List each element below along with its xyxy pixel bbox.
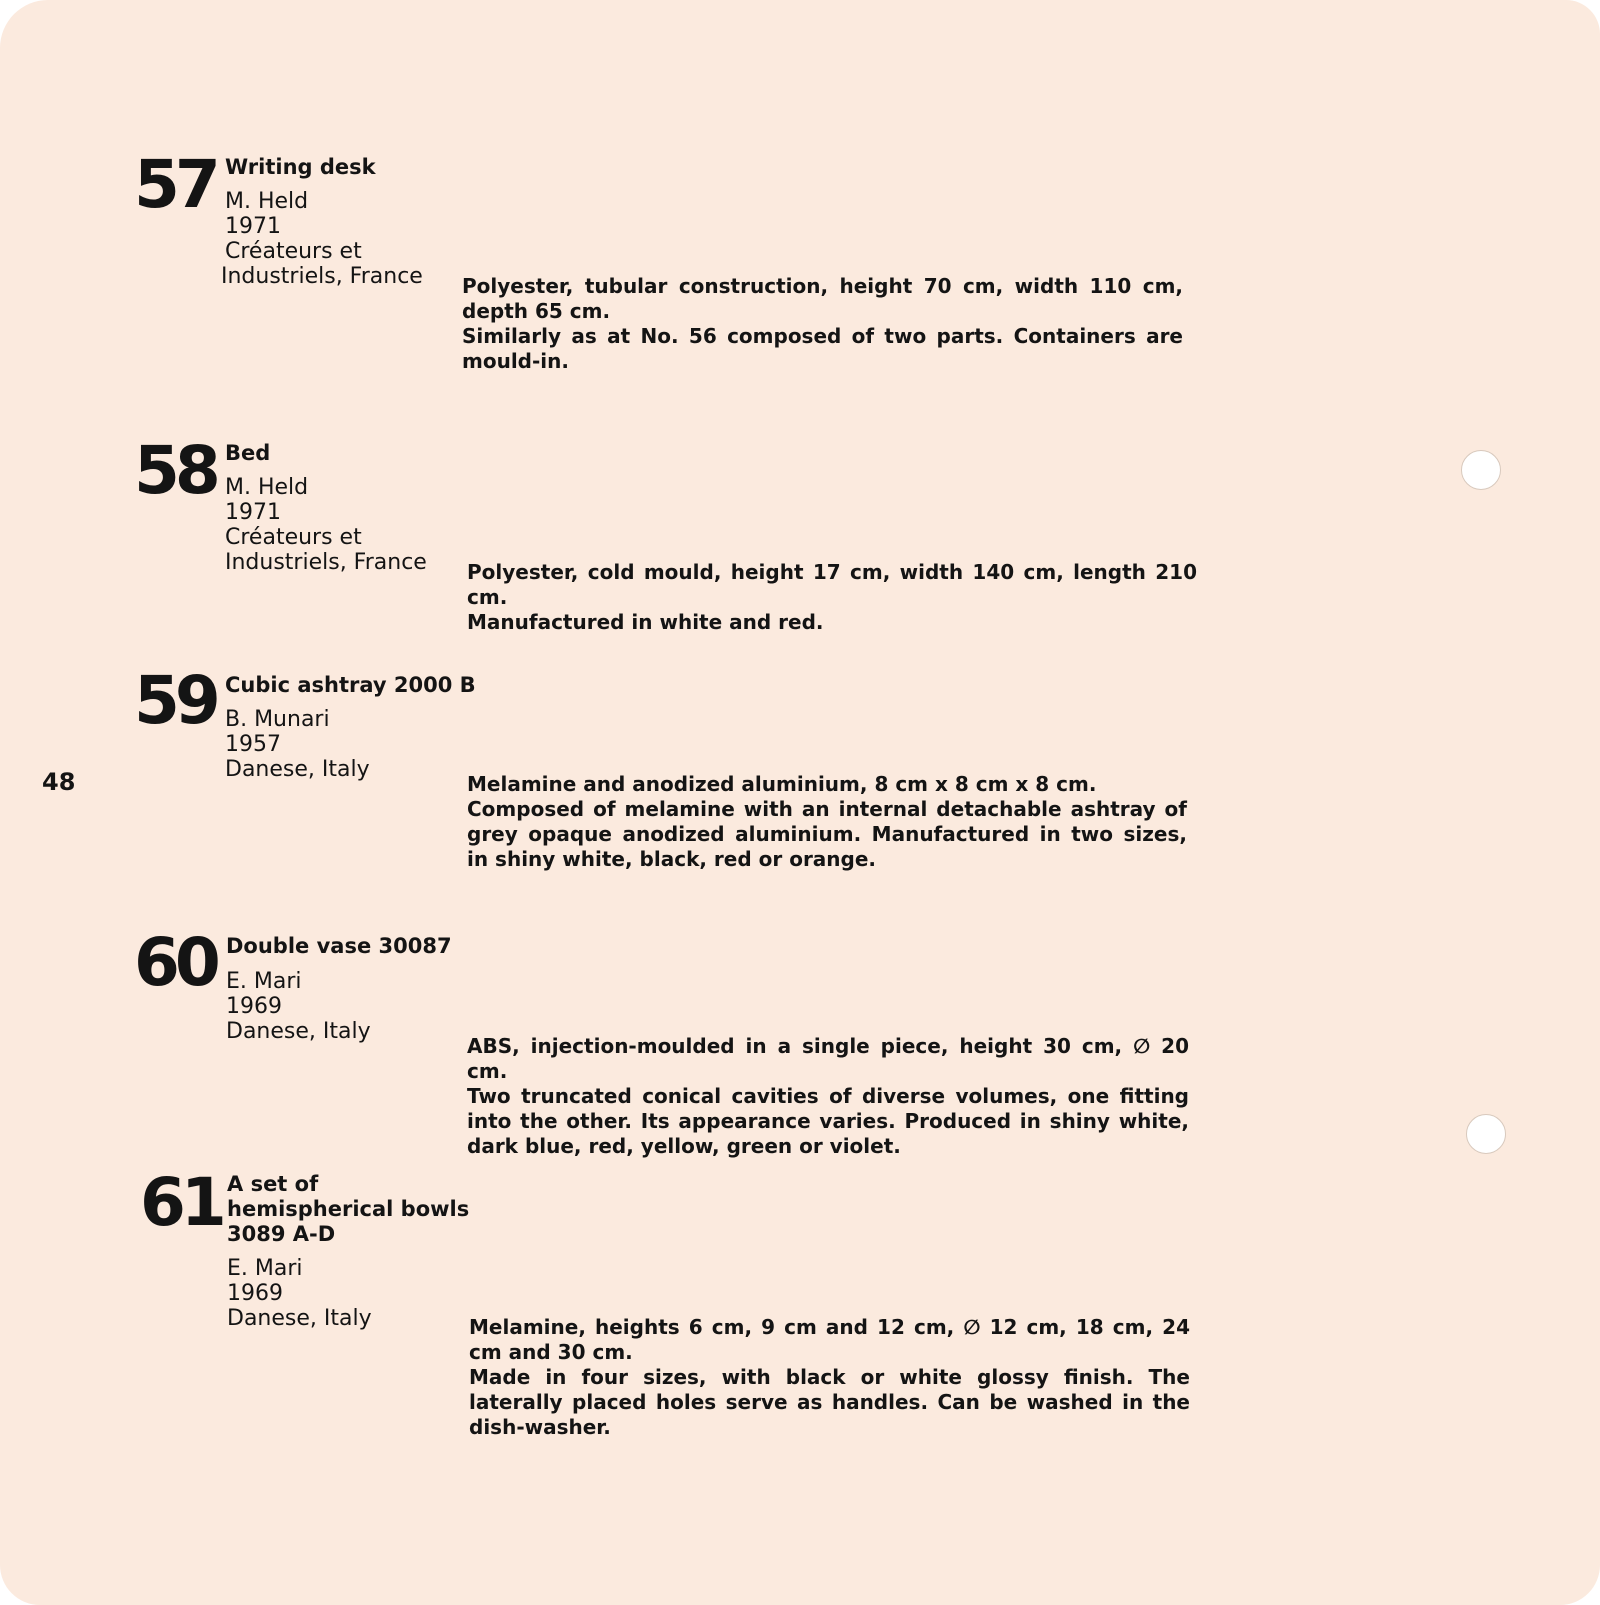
entry-title: Cubic ashtray 2000 B xyxy=(225,673,476,697)
year: 1957 xyxy=(225,732,281,757)
description-details: Similarly as at No. 56 composed of two parts. Containers are mould-in. xyxy=(462,324,1183,373)
designer: M. Held xyxy=(225,475,309,500)
entry-description xyxy=(469,1315,1190,1440)
page-number: 48 xyxy=(42,768,76,796)
description-details: Two truncated conical cavities of diverse volumes, one fitting into the other. Its appearance varies. Produced in shiny white, dark blue, red, yellow, green or violet. xyxy=(467,1084,1189,1158)
description-materials: Melamine, heights 6 cm, 9 cm and 12 cm, ∅ 12 cm, 18 cm, 24 cm and 30 cm. xyxy=(469,1315,1190,1364)
year: 1969 xyxy=(227,1281,283,1306)
binder-hole-bottom xyxy=(1466,1114,1506,1154)
entry-meta xyxy=(225,475,427,575)
entry-description xyxy=(467,560,1197,635)
designer: M. Held xyxy=(225,189,309,214)
year: 1971 xyxy=(225,500,281,525)
entry-number: 60 xyxy=(134,924,216,1001)
manufacturer-line-2: Industriels, France xyxy=(225,550,427,575)
year: 1971 xyxy=(225,214,281,239)
entry-number: 61 xyxy=(140,1164,222,1241)
entry-title: A set of hemispherical bowls 3089 A-D xyxy=(227,1172,470,1246)
description-materials: Melamine and anodized aluminium, 8 cm x 8 cm x 8 cm. xyxy=(467,772,1097,796)
manufacturer-line-1: Créateurs et xyxy=(225,239,362,264)
entry-title: Writing desk xyxy=(225,155,376,179)
manufacturer: Danese, Italy xyxy=(225,757,370,782)
designer: E. Mari xyxy=(226,969,302,994)
entry-number: 58 xyxy=(134,432,216,509)
entry-description xyxy=(467,1034,1189,1159)
entry-number: 57 xyxy=(134,146,216,223)
entry-description xyxy=(467,772,1187,872)
entry-meta xyxy=(227,1256,372,1331)
entry-title: Bed xyxy=(225,441,271,465)
description-details: Made in four sizes, with black or white glossy finish. The laterally placed holes serve as handles. Can be washed in the dish-washer. xyxy=(469,1365,1190,1439)
year: 1969 xyxy=(226,994,282,1019)
description-details: Manufactured in white and red. xyxy=(467,610,824,634)
entry-meta xyxy=(225,707,370,782)
entry-meta xyxy=(226,969,371,1044)
description-materials: Polyester, tubular construction, height 70 cm, width 110 cm, depth 65 cm. xyxy=(462,274,1183,323)
manufacturer-line-2: Industriels, France xyxy=(221,264,423,289)
binder-hole-top xyxy=(1461,450,1501,490)
entry-number: 59 xyxy=(134,662,216,739)
manufacturer: Danese, Italy xyxy=(226,1019,371,1044)
manufacturer-line-1: Créateurs et xyxy=(225,525,362,550)
designer: E. Mari xyxy=(227,1256,303,1281)
description-details: Composed of melamine with an internal detachable ashtray of grey opaque anodized aluminium. Manufactured in two sizes, in shiny white, black, red or orange. xyxy=(467,797,1187,871)
entry-meta xyxy=(221,189,423,289)
description-materials: Polyester, cold mould, height 17 cm, width 140 cm, length 210 cm. xyxy=(467,560,1197,609)
description-materials: ABS, injection-moulded in a single piece, height 30 cm, ∅ 20 cm. xyxy=(467,1034,1189,1083)
manufacturer: Danese, Italy xyxy=(227,1306,372,1331)
entry-title: Double vase 30087 xyxy=(226,934,452,958)
entry-description xyxy=(462,274,1183,374)
designer: B. Munari xyxy=(225,707,330,732)
